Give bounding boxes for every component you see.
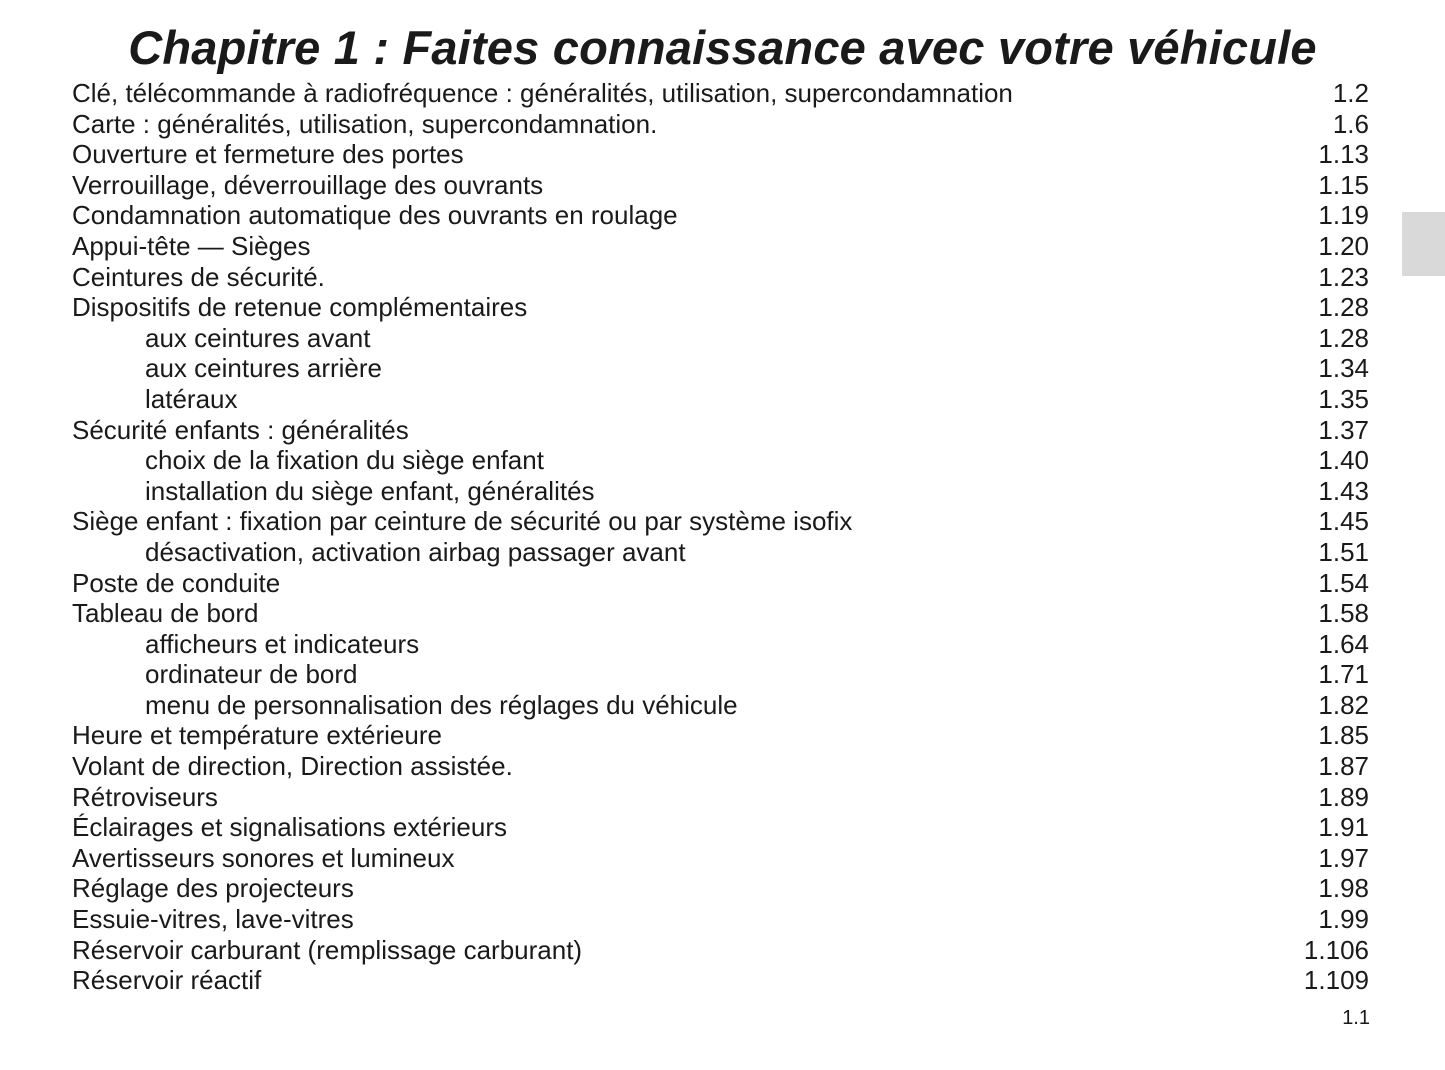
toc-entry-page: 1.37	[1318, 414, 1369, 445]
toc-entry[interactable]	[72, 782, 1369, 813]
toc-entry-label: Siège enfant : fixation par ceinture de sécurité ou par système isofix	[72, 506, 858, 537]
toc-entry-label: latéraux	[145, 384, 244, 415]
toc-entry-label: Rétroviseurs	[72, 782, 224, 813]
toc-entry-label: Dispositifs de retenue complémentaires	[72, 292, 533, 323]
toc-entry-label: Ouverture et fermeture des portes	[72, 139, 470, 170]
toc-entry-label: choix de la fixation du siège enfant	[145, 445, 550, 476]
toc-entry-label: Carte : généralités, utilisation, supercondamnation.	[72, 109, 663, 140]
toc-entry-page: 1.20	[1318, 230, 1369, 261]
toc-entry-page: 1.40	[1318, 445, 1369, 476]
toc-entry-page: 1.51	[1318, 536, 1369, 567]
toc-entry[interactable]	[72, 598, 1369, 629]
toc-entry[interactable]	[72, 78, 1369, 109]
toc-entry[interactable]	[72, 751, 1369, 782]
toc-entry[interactable]	[72, 139, 1369, 170]
toc-entry-page: 1.87	[1318, 751, 1369, 782]
toc-entry-page: 1.109	[1303, 965, 1369, 996]
toc-subentry[interactable]	[72, 353, 1369, 384]
toc-entry-label: ordinateur de bord	[145, 659, 363, 690]
toc-entry-label: Essuie-vitres, lave-vitres	[72, 904, 360, 935]
toc-entry[interactable]	[72, 109, 1369, 140]
toc-entry-page: 1.6	[1332, 108, 1369, 139]
toc-entry-page: 1.98	[1318, 873, 1369, 904]
toc-entry-label: aux ceintures arrière	[145, 353, 388, 384]
toc-entry-page: 1.28	[1318, 292, 1369, 323]
toc-entry-page: 1.45	[1318, 506, 1369, 537]
toc-entry-page: 1.99	[1318, 904, 1369, 935]
toc-entry[interactable]	[72, 904, 1369, 935]
toc-entry[interactable]	[72, 200, 1369, 231]
toc-entry[interactable]	[72, 170, 1369, 201]
toc-entry-label: Heure et température extérieure	[72, 720, 448, 751]
toc-entry-label: Verrouillage, déverrouillage des ouvrants	[72, 170, 549, 201]
toc-entry-label: Avertisseurs sonores et lumineux	[72, 843, 460, 874]
table-of-contents	[72, 78, 1369, 996]
toc-entry-label: aux ceintures avant	[145, 323, 376, 354]
toc-entry[interactable]	[72, 231, 1369, 262]
toc-subentry[interactable]	[72, 629, 1369, 660]
toc-entry-page: 1.2	[1332, 78, 1369, 108]
toc-entry-label: Ceintures de sécurité.	[72, 262, 331, 293]
toc-entry-page: 1.35	[1318, 383, 1369, 414]
toc-entry-label: afficheurs et indicateurs	[145, 629, 425, 660]
toc-entry-page: 1.106	[1303, 934, 1369, 965]
toc-entry-label: désactivation, activation airbag passager avant	[145, 537, 692, 568]
page-number: 1.1	[1342, 1007, 1370, 1029]
toc-subentry[interactable]	[72, 476, 1369, 507]
toc-entry[interactable]	[72, 935, 1369, 966]
toc-entry-label: Réservoir carburant (remplissage carburant)	[72, 935, 588, 966]
toc-subentry[interactable]	[72, 537, 1369, 568]
toc-entry-label: Tableau de bord	[72, 598, 264, 629]
toc-entry-page: 1.23	[1318, 261, 1369, 292]
toc-subentry[interactable]	[72, 384, 1369, 415]
toc-entry-label: Sécurité enfants : généralités	[72, 415, 415, 446]
toc-entry-label: Clé, télécommande à radiofréquence : généralités, utilisation, supercondamnation	[72, 78, 1019, 109]
toc-subentry[interactable]	[72, 323, 1369, 354]
toc-entry[interactable]	[72, 873, 1369, 904]
toc-entry-page: 1.28	[1318, 322, 1369, 353]
toc-entry-label: menu de personnalisation des réglages du véhicule	[145, 690, 744, 721]
toc-entry-page: 1.97	[1318, 842, 1369, 873]
toc-entry-label: Poste de conduite	[72, 568, 286, 599]
toc-entry-page: 1.85	[1318, 720, 1369, 751]
toc-entry-label: Réglage des projecteurs	[72, 873, 360, 904]
toc-entry-page: 1.89	[1318, 781, 1369, 812]
toc-entry-page: 1.82	[1318, 689, 1369, 720]
toc-entry[interactable]	[72, 843, 1369, 874]
toc-entry-label: Éclairages et signalisations extérieurs	[72, 812, 513, 843]
toc-entry[interactable]	[72, 292, 1369, 323]
toc-entry[interactable]	[72, 568, 1369, 599]
toc-subentry[interactable]	[72, 690, 1369, 721]
toc-entry-page: 1.71	[1318, 659, 1369, 690]
toc-entry-page: 1.64	[1318, 628, 1369, 659]
toc-entry[interactable]	[72, 720, 1369, 751]
toc-entry-page: 1.91	[1318, 812, 1369, 843]
page-title: Chapitre 1 : Faites connaissance avec votre véhicule	[128, 21, 1317, 74]
toc-entry-label: Réservoir réactif	[72, 965, 267, 996]
toc-subentry[interactable]	[72, 659, 1369, 690]
toc-entry-page: 1.34	[1318, 353, 1369, 384]
toc-entry-label: installation du siège enfant, généralités	[145, 476, 601, 507]
toc-entry-label: Condamnation automatique des ouvrants en roulage	[72, 200, 684, 231]
toc-entry[interactable]	[72, 262, 1369, 293]
toc-entry-page: 1.43	[1318, 475, 1369, 506]
toc-entry[interactable]	[72, 506, 1369, 537]
toc-entry[interactable]	[72, 812, 1369, 843]
toc-entry-page: 1.19	[1318, 200, 1369, 231]
toc-entry-page: 1.13	[1318, 139, 1369, 170]
toc-subentry[interactable]	[72, 445, 1369, 476]
toc-entry-label: Volant de direction, Direction assistée.	[72, 751, 519, 782]
toc-entry[interactable]	[72, 415, 1369, 446]
toc-entry-page: 1.54	[1318, 567, 1369, 598]
chapter-side-tab	[1402, 212, 1445, 276]
toc-entry[interactable]	[72, 965, 1369, 996]
toc-entry-page: 1.58	[1318, 598, 1369, 629]
toc-entry-label: Appui-tête — Sièges	[72, 231, 316, 262]
toc-entry-page: 1.15	[1318, 169, 1369, 200]
